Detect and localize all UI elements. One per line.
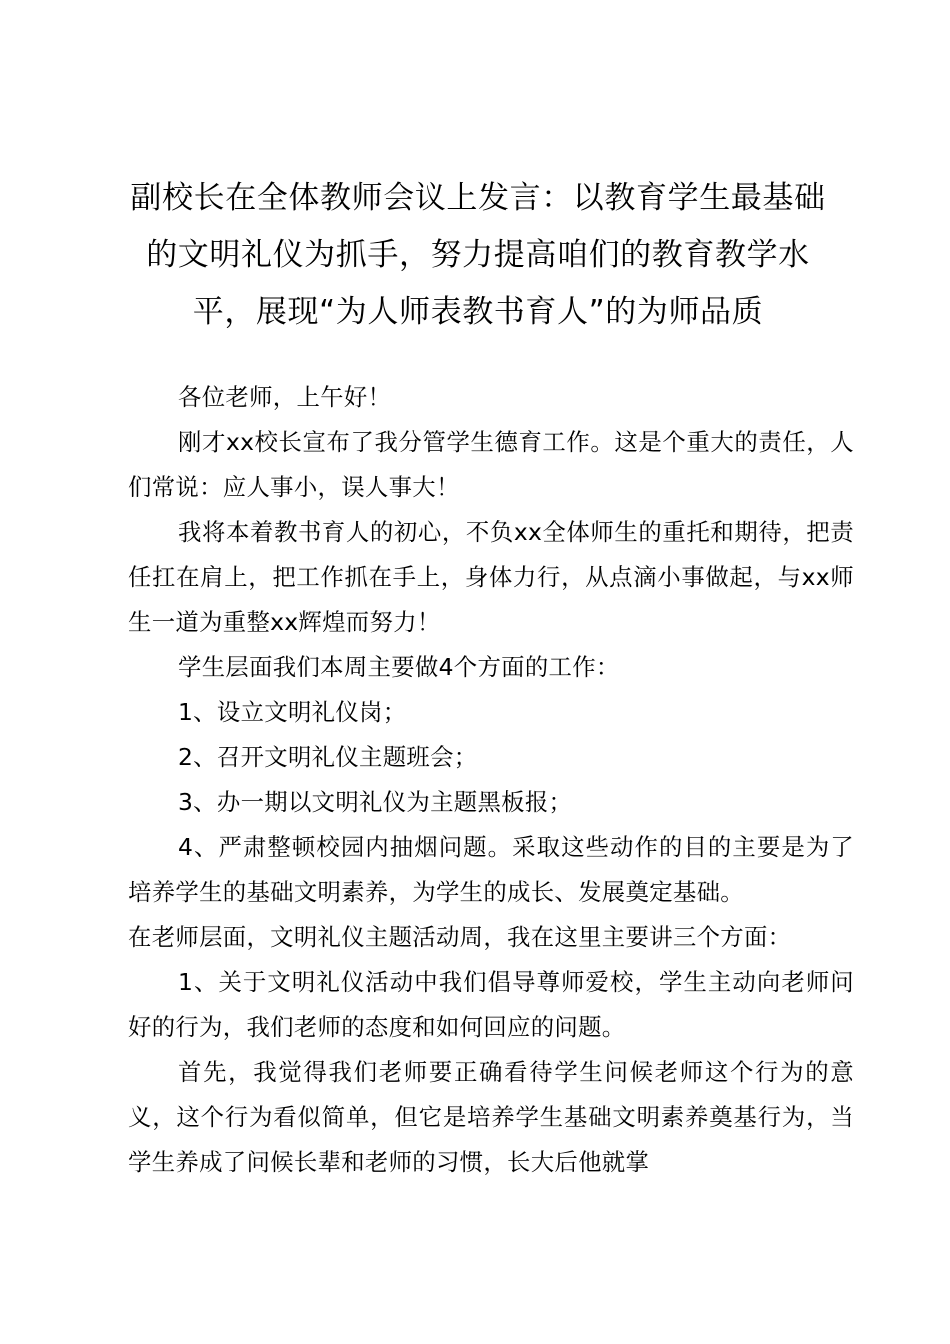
paragraph-item-4: 4、严肃整顿校园内抽烟问题。采取这些动作的目的主要是为了培养学生的基础文明素养，为学生的成长、发展奠定基础。: [128, 833, 854, 906]
paragraph-responsibility: 刚才xx校长宣布了我分管学生德育工作。这是个重大的责任，人们常说：应人事小，误人事大！: [128, 428, 854, 501]
paragraph-first-point: 首先，我觉得我们老师要正确看待学生问候老师这个行为的意义，这个行为看似简单，但它是培养学生基础文明素养奠基行为，当学生养成了问候长辈和老师的习惯，长大后他就掌: [128, 1058, 854, 1176]
paragraph-item-1: 1、设立文明礼仪岗；: [178, 698, 407, 726]
document-body: [128, 375, 854, 1185]
paragraph-student-work-intro: 学生层面我们本周主要做4个方面的工作：: [178, 653, 620, 681]
paragraph-item-3: 3、办一期以文明礼仪为主题黑板报；: [178, 788, 573, 816]
paragraph-item-2: 2、召开文明礼仪主题班会；: [178, 743, 478, 771]
document-title: 副校长在全体教师会议上发言：以教育学生最基础的文明礼仪为抓手，努力提高咱们的教育教学水平，展现“为人师表教书育人”的为师品质: [130, 180, 826, 330]
paragraph-commitment: 我将本着教书育人的初心，不负xx全体师生的重托和期待，把责任扛在肩上，把工作抓在手上，身体力行，从点滴小事做起，与xx师生一道为重整xx辉煌而努力！: [128, 518, 854, 636]
paragraph-teacher-level: 在老师层面，文明礼仪主题活动周，我在这里主要讲三个方面：: [128, 923, 792, 951]
paragraph-teacher-item-1: 1、关于文明礼仪活动中我们倡导尊师爱校，学生主动向老师问好的行为，我们老师的态度和如何回应的问题。: [128, 968, 854, 1041]
paragraph-greeting: 各位老师，上午好！: [178, 383, 392, 411]
